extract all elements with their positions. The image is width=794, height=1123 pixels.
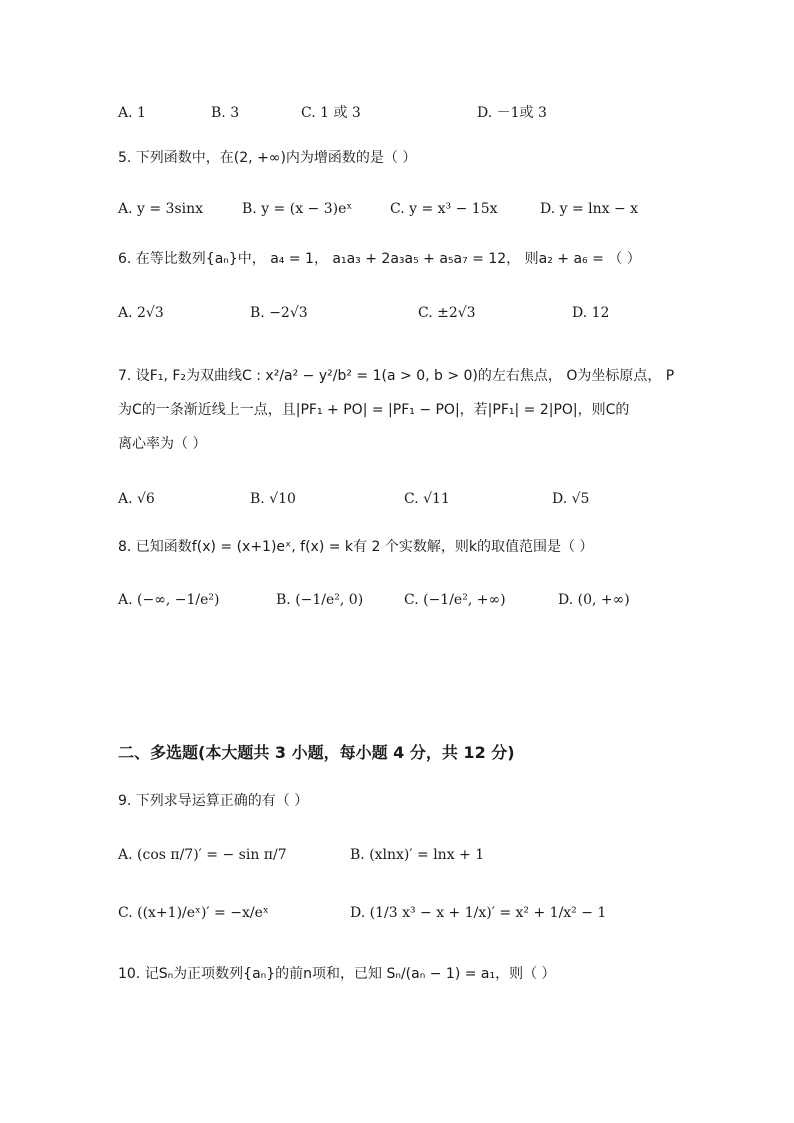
q4-option-d: D. －1或 3 xyxy=(477,105,547,121)
q8-option-d: D. (0, +∞) xyxy=(558,592,630,608)
q6-stem: 6. 在等比数列{aₙ}中， a₄ = 1， a₁a₃ + 2a₃a₅ + a₅a₇ = 12， 则a₂ + a₆ = （ ） xyxy=(118,251,641,267)
q7-option-d: D. √5 xyxy=(552,491,590,507)
q5-stem: 5. 下列函数中，在(2, +∞)内为增函数的是（ ） xyxy=(118,150,417,166)
q8-option-a: A. (−∞, −1/e²) xyxy=(118,592,220,608)
q5-option-d: D. y = lnx − x xyxy=(540,201,639,217)
q5-option-b: B. y = (x − 3)eˣ xyxy=(242,201,353,217)
q4-option-b: B. 3 xyxy=(211,105,240,121)
q7-option-b: B. √10 xyxy=(250,491,296,507)
q7-stem-line2: 为C的一条渐近线上一点，且|PF₁ + PO| = |PF₁ − PO|，若|PF₁| = 2|PO|，则C的 xyxy=(118,402,630,418)
q8-stem: 8. 已知函数f(x) = (x+1)eˣ, f(x) = k有 2 个实数解，则k的取值范围是（ ） xyxy=(118,539,594,555)
q7-stem-line3: 离心率为（ ） xyxy=(118,436,207,452)
q7-option-a: A. √6 xyxy=(118,491,155,507)
q10-stem: 10. 记Sₙ为正项数列{aₙ}的前n项和，已知 Sₙ/(aₙ − 1) = a₁，则（ ） xyxy=(118,966,556,982)
q8-option-c: C. (−1/e², +∞) xyxy=(404,592,506,608)
q6-option-b: B. −2√3 xyxy=(250,305,308,321)
q9-option-b: B. (xlnx)′ = lnx + 1 xyxy=(350,847,485,863)
q6-option-a: A. 2√3 xyxy=(118,305,164,321)
q8-option-b: B. (−1/e², 0) xyxy=(276,592,364,608)
q7-option-c: C. √11 xyxy=(404,491,450,507)
q9-stem: 9. 下列求导运算正确的有（ ） xyxy=(118,793,309,809)
q9-option-a: A. (cos π/7)′ = − sin π/7 xyxy=(118,847,287,863)
q9-option-d: D. (1/3 x³ − x + 1/x)′ = x² + 1/x² − 1 xyxy=(350,905,607,921)
q4-option-a: A. 1 xyxy=(118,105,146,121)
q5-option-c: C. y = x³ − 15x xyxy=(390,201,498,217)
q4-option-c: C. 1 或 3 xyxy=(301,105,361,121)
q6-option-c: C. ±2√3 xyxy=(418,305,476,321)
section-multi-choice-title: 二、多选题(本大题共 3 小题，每小题 4 分，共 12 分) xyxy=(118,743,515,762)
q6-option-d: D. 12 xyxy=(572,305,610,321)
q9-option-c: C. ((x+1)/eˣ)′ = −x/eˣ xyxy=(118,905,269,921)
q5-option-a: A. y = 3sinx xyxy=(118,201,204,217)
q7-stem-line1: 7. 设F₁, F₂为双曲线C : x²/a² − y²/b² = 1(a > 0, b > 0)的左右焦点， O为坐标原点， P xyxy=(118,368,675,384)
